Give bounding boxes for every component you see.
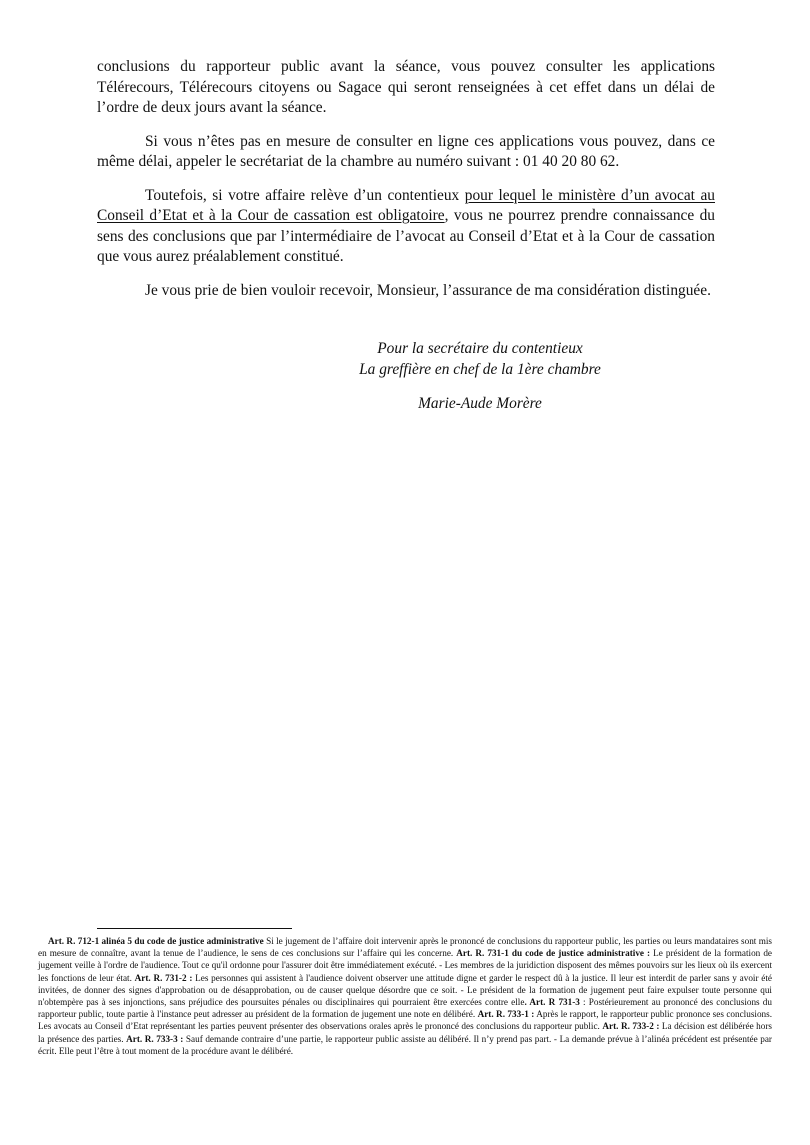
avocat-text-before: Toutefois, si votre affaire relève d’un contentieux [145,186,465,204]
footnote-text-r731-3: : Postérieurement au prononcé des conclusions du rapporteur public, toute partie à l'instance peut adresser au président de la formation de jugement une note en délibéré. [38,997,772,1020]
footnote-article-r731-2: Art. R. 731-2 : [134,972,193,983]
footnote-article-r733-1: Art. R. 733-1 : [477,1009,535,1020]
signature-line-2: La greffière en chef de la 1ère chambre [359,360,601,378]
signature-line-1: Pour la secrétaire du contentieux [377,340,583,357]
footnote-article-r712-1: Art. R. 712-1 alinéa 5 du code de justice administrative [48,936,264,946]
paragraph-phone-contact: Si vous n’êtes pas en mesure de consulter en ligne ces applications vous pouvez, dans ce même délai, appeler le secrétariat de la chambre au numéro suivant : 01 40 20 80 62. [97,132,715,170]
footnote-text-r733-3: Sauf demande contraire d’une partie, le rapporteur public assiste au délibéré. Il n’y prend pas part. - La demande prévue à l’alinéa précédent est présentée par écrit. Elle peut l’être à tout moment de la procédure avant le délibéré. [38,1033,772,1056]
footnote-text-r733-2: La décision est délibérée hors la présence des parties. [38,1021,772,1044]
avocat-text-after: , vous ne pourrez prendre connaissance du sens des conclusions que par l’intermédiaire de l’avocat au Conseil d’Etat et à la Cour de cassation que vous aurez préalablement constitué. [97,207,715,265]
footnote-article-r731-1: Art. R. 731-1 du code de justice administrative : [456,948,651,959]
signatory-name: Marie-Aude Morère [418,395,542,412]
footnote-article-r731-3: . Art. R 731-3 [524,997,580,1008]
footnote-article-r733-2: Art. R. 733-2 : [602,1021,660,1032]
paragraph-avocat-requirement [97,186,715,268]
footnote-text-r733-1: Après le rapport, le rapporteur public prononce ses conclusions. Les avocats au Conseil d’Etat représentant les parties peuvent présenter des observations orales après le prononcé des conclusions du rapporteur public. [38,1009,773,1032]
avocat-underlined-text: pour lequel le ministère d’un avocat au Conseil d’Etat et à la Cour de cassation est obligatoire [97,186,715,224]
footnote-article-r733-3: Art. R. 733-3 : [126,1033,184,1044]
footnote-text-r731-2: Les personnes qui assistent à l'audience doivent observer une attitude digne et garder le respect dû à la justice. Il leur est interdit de parler sans y avoir été invitées, de donner des signes d'approbation ou de désapprobation, ou de causer quelque désordre que ce soit. - Le président de la formation de jugement peut faire expulser toute personne qui n'obtempère pas à ses injonctions, sans préjudice des poursuites pénales ou disciplinaires qui pourraient être exercées contre elle [38,972,772,1008]
paragraph-closing: Je vous prie de bien vouloir recevoir, Monsieur, l’assurance de ma considération distinguée. [145,281,711,299]
letter-body [97,57,715,314]
paragraph-consultation-applications: conclusions du rapporteur public avant la séance, vous pouvez consulter les applications Télérecours, Télérecours citoyens ou Sagace qui seront renseignées à cet effet dans un délai de l’ordre de deux jours avant la séance. [97,58,715,116]
footnote-text-r712-1: Si le jugement de l’affaire doit intervenir après le prononcé de conclusions du rapporteur public, les parties ou leurs mandataires sont mis en mesure de connaître, avant la tenue de l’audience, le sens de ces conclusions sur l’affaire qui les concerne. [38,936,772,959]
signature-block [330,339,630,415]
footnote-legal-references [38,935,772,1057]
footnote-separator [97,928,292,929]
footnote-text-r731-1: Le président de la formation de jugement veille à l'ordre de l'audience. Tout ce qu'il ordonne pour l'assurer doit être immédiatement exécuté. - Les membres de la juridiction disposent des mêmes pouvoirs sur les lieux où ils exercent les fonctions de leur état. [38,948,772,983]
